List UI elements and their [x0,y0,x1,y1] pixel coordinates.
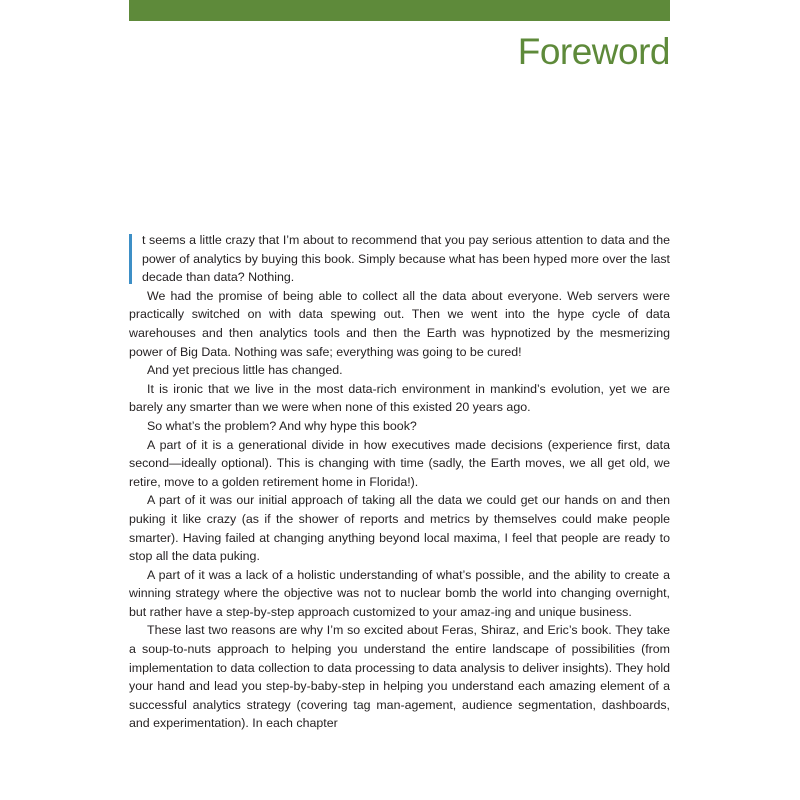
drop-cap-bar [129,234,132,284]
paragraph: So what’s the problem? And why hype this book? [147,418,417,433]
foreword-body [129,231,670,733]
paragraph: It is ironic that we live in the most data-rich environment in mankind’s evolution, yet we are barely any smarter than we were when none of this existed 20 years ago. [129,381,670,415]
paragraph: A part of it was our initial approach of taking all the data we could get our hands on and then puking it like crazy (as if the shower of reports and metrics by themselves could make people smarter). Having failed at changing anything beyond local maxima, I feel that people are ready to stop all the data puking. [129,493,670,564]
opening-paragraph [129,231,670,287]
paragraph: We had the promise of being able to collect all the data about everyone. Web servers were practically switched on with data spewing out. Then we went into the hype cycle of data warehouses and then analytics tools and then the Earth was hypnotized by the mesmerizing power of Big Data. Nothing was safe; everything was going to be cured! [129,288,670,359]
paragraph: And yet precious little has changed. [147,363,343,378]
paragraph: t seems a little crazy that I’m about to recommend that you pay serious attention to data and the power of analytics by buying this book. Simply because what has been hyped more over the last decade than data? Nothing. [142,233,670,285]
paragraph: A part of it is a generational divide in how executives made decisions (experience first, data second—ideally optional). This is changing with time (sadly, the Earth moves, we all get old, we retire, move to a golden retirement home in Florida!). [129,437,670,489]
paragraph: A part of it was a lack of a holistic understanding of what’s possible, and the ability to create a winning strategy where the objective was not to nuclear bomb the world into changing overnight, but rather have a step-by-step approach customized to your amaz-ing and unique business. [129,567,670,619]
chapter-title: Foreword [517,31,670,72]
header-bar [129,0,670,21]
paragraph: These last two reasons are why I’m so excited about Feras, Shiraz, and Eric’s book. They take a soup-to-nuts approach to helping you understand the entire landscape of possibilities (from implementation to data collection to data processing to data analysis to deliver insights). They hold your hand and lead you step-by-baby-step in helping you understand each amazing element of a successful analytics strategy (covering tag man-agement, audience segmentation, dashboards, and experimentation). In each chapter [129,623,670,731]
